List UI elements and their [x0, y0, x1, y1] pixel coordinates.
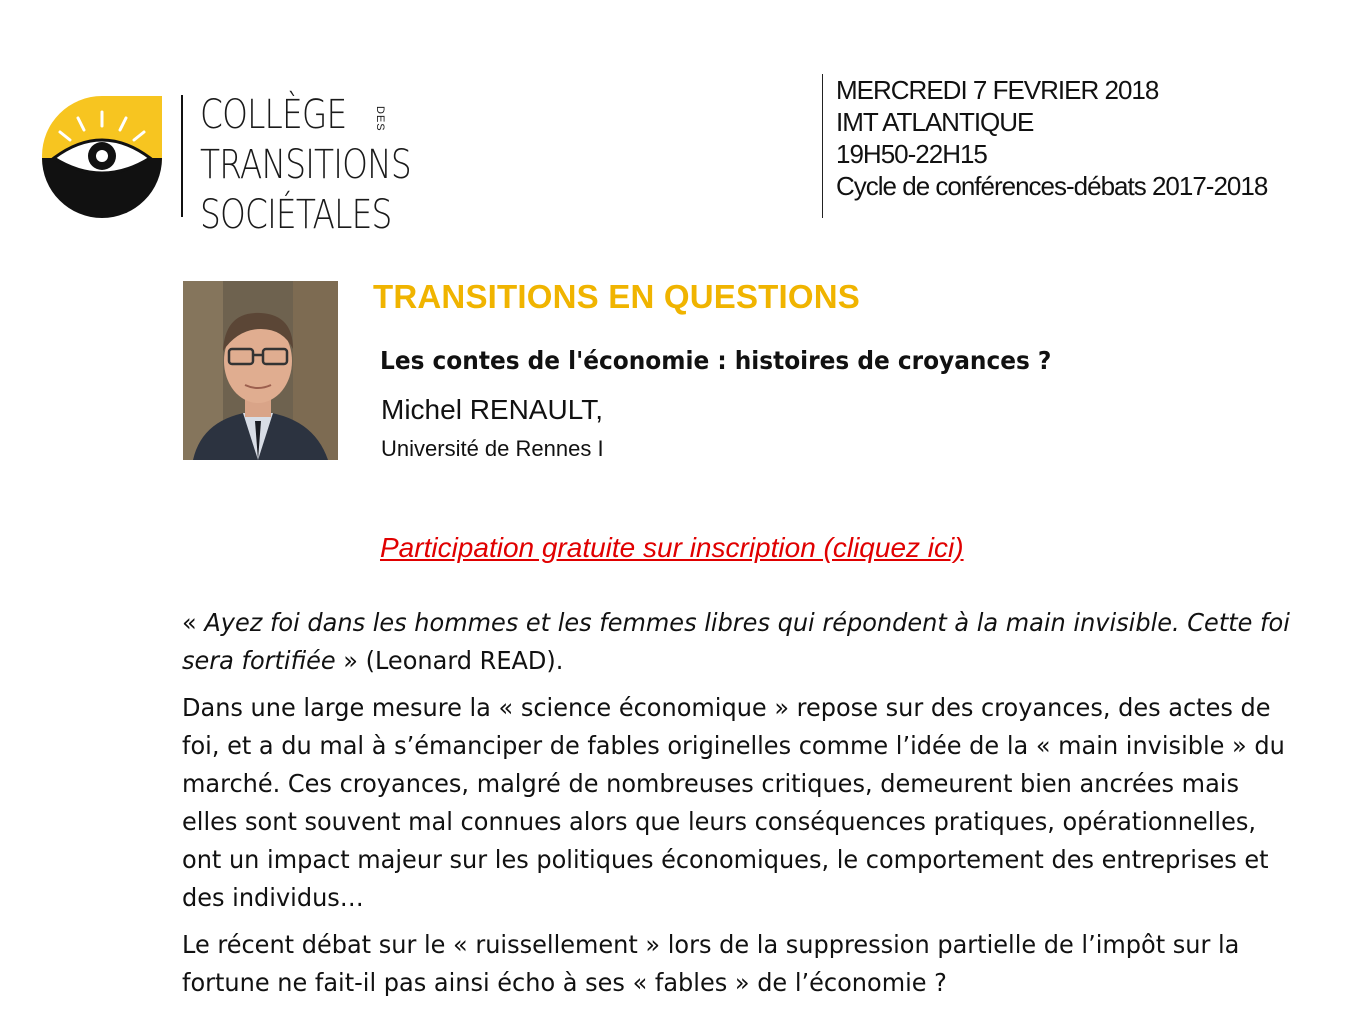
quote-close: » (Leonard READ). [335, 646, 564, 675]
event-cycle: Cycle de conférences-débats 2017-2018 [836, 171, 1268, 201]
speaker-name: Michel RENAULT, [381, 394, 603, 425]
logo-line-3: SOCIÉTALES [200, 192, 392, 238]
quote-open: « [182, 608, 205, 637]
logo-des-text: DES [374, 106, 386, 132]
series-title: TRANSITIONS EN QUESTIONS [373, 278, 861, 315]
quote-paragraph [182, 604, 1299, 680]
speaker-affiliation: Université de Rennes I [381, 436, 604, 461]
paragraph-1: Dans une large mesure la « science économique » repose sur des croyances, des actes de foi, et a du mal à s’émanciper de fables originelles comme l’idée de la « main invisible » du marché. Ces croyances, malgré de nombreuses critiques, demeurent bien ancrées mais elles sont souvent mal connues alors que leurs conséquences pratiques, opérationnelles, ont un impact majeur sur les politiques économiques, le comportement des entreprises et des individus… [182, 693, 1285, 912]
signup-link[interactable]: Participation gratuite sur inscription (cliquez ici) [380, 532, 964, 563]
eye-sun-icon [40, 92, 164, 220]
logo-line-2: TRANSITIONS [200, 142, 411, 188]
speaker-photo [183, 281, 338, 460]
logo-divider [181, 95, 183, 217]
info-divider [822, 74, 823, 218]
event-time: 19H50-22H15 [836, 139, 987, 169]
paragraph-2: Le récent débat sur le « ruissellement » lors de la suppression partielle de l’impôt sur la fortune ne fait-il pas ainsi écho à ses « fables » de l’économie ? [182, 930, 1240, 997]
talk-title: Les contes de l'économie : histoires de croyances ? [380, 346, 1052, 375]
description [182, 604, 1299, 1011]
logo-des [372, 96, 388, 136]
event-info [836, 74, 1267, 202]
event-date: MERCREDI 7 FEVRIER 2018 [836, 75, 1159, 105]
logo-line-1: COLLÈGE [200, 92, 347, 138]
event-venue: IMT ATLANTIQUE [836, 107, 1034, 137]
quote-text: Ayez foi dans les hommes et les femmes libres qui répondent à la main invisible. Cette foi sera fortifiée [182, 608, 1290, 675]
